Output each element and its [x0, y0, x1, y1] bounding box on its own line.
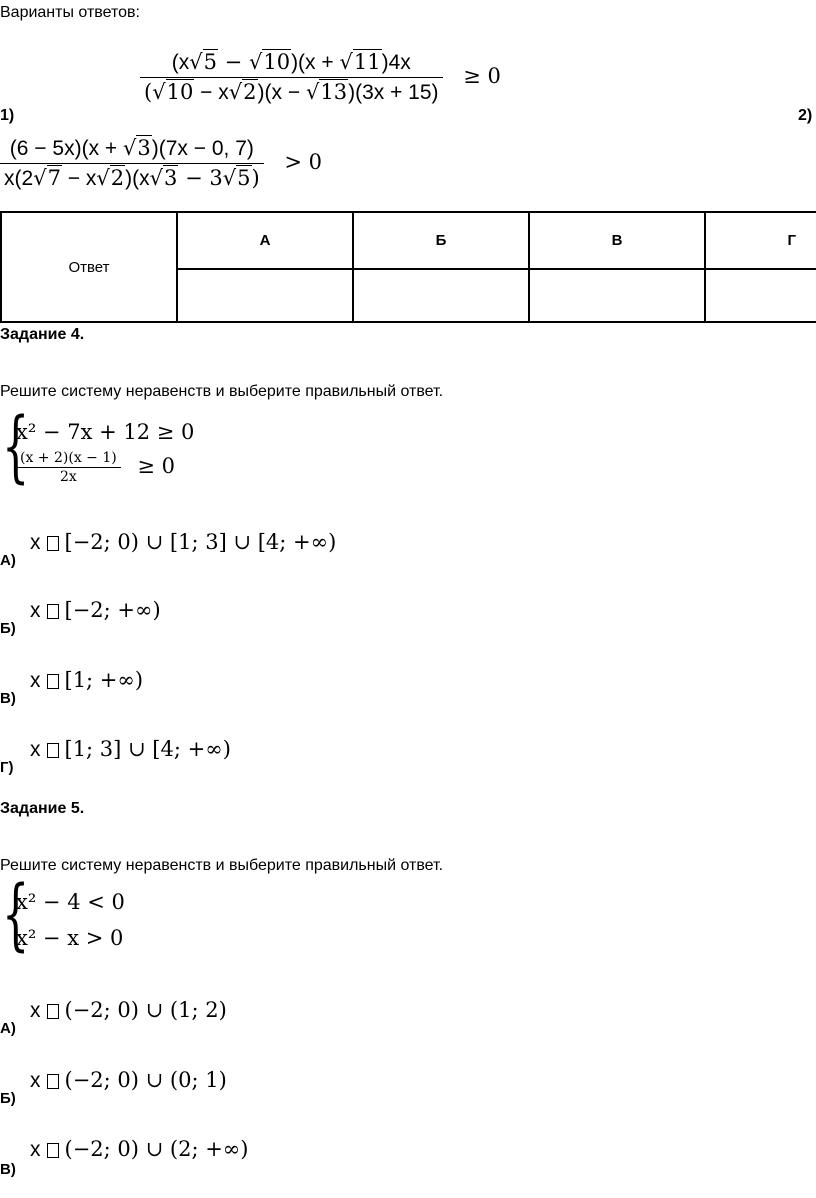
missing-glyph-icon [47, 604, 59, 619]
system-brace-icon: { [2, 402, 30, 492]
missing-glyph-icon [47, 536, 59, 551]
answer-table [0, 211, 816, 323]
variant-1-inequality [140, 50, 501, 105]
variant-1-relation: ≥ 0 [463, 64, 501, 88]
answer-cell-b[interactable] [353, 269, 529, 322]
variant-1-denominator: (√10 − x√2)(x − √13)(3x + 15) [144, 80, 439, 104]
missing-glyph-icon [47, 1074, 59, 1089]
answer-column-v: В [529, 212, 705, 269]
answer-column-b: Б [353, 212, 529, 269]
missing-glyph-icon [47, 1143, 59, 1158]
variant-2-relation: > 0 [284, 150, 323, 174]
missing-glyph-icon [47, 674, 59, 689]
answer-cell-v[interactable] [529, 269, 705, 322]
answer-column-a: А [177, 212, 353, 269]
variant-1-label: 1) [0, 107, 15, 124]
answers-label: Варианты ответов: [0, 4, 140, 21]
answer-cell-a[interactable] [177, 269, 353, 322]
variant-2-inequality [0, 136, 322, 191]
task-5-system-line-2: x² − x > 0 [16, 926, 124, 950]
system-brace-icon: { [2, 870, 30, 960]
task-5-system-line-1: x² − 4 < 0 [16, 890, 125, 914]
answer-column-g: Г [705, 212, 816, 269]
variant-2-fraction [0, 136, 264, 191]
task-4-instruction: Решите систему неравенств и выберите правильный ответ. [0, 383, 444, 400]
task-4-title: Задание 4. [0, 326, 85, 343]
missing-glyph-icon [47, 743, 59, 758]
variant-2-numerator: (6 − 5x)(x + √3)(7x − 0, 7) [9, 136, 254, 160]
missing-glyph-icon [47, 1004, 59, 1019]
variant-2-denominator: x(2√7 − x√2)(x√3 − 3√5) [4, 166, 260, 190]
task-5-instruction: Решите систему неравенств и выберите правильный ответ. [0, 857, 444, 874]
answer-cell-g[interactable] [705, 269, 816, 322]
task-4-system-line-2: $\frac{(x + 2)(x - 1)}{2x}$ ≥ 0 [16, 450, 175, 485]
answer-row-label: Ответ [1, 212, 177, 322]
variant-1-numerator: (x√5 − √10)(x + √11)4x [171, 50, 411, 74]
task-5-title: Задание 5. [0, 800, 85, 817]
variant-2-label: 2) [798, 107, 813, 124]
task-4-system-fraction: $\frac{(x + 2)(x - 1)}{2x}$ [16, 450, 121, 485]
variant-1-fraction [140, 50, 443, 105]
task-4-system-line-1: x² − 7x + 12 ≥ 0 [16, 420, 195, 444]
